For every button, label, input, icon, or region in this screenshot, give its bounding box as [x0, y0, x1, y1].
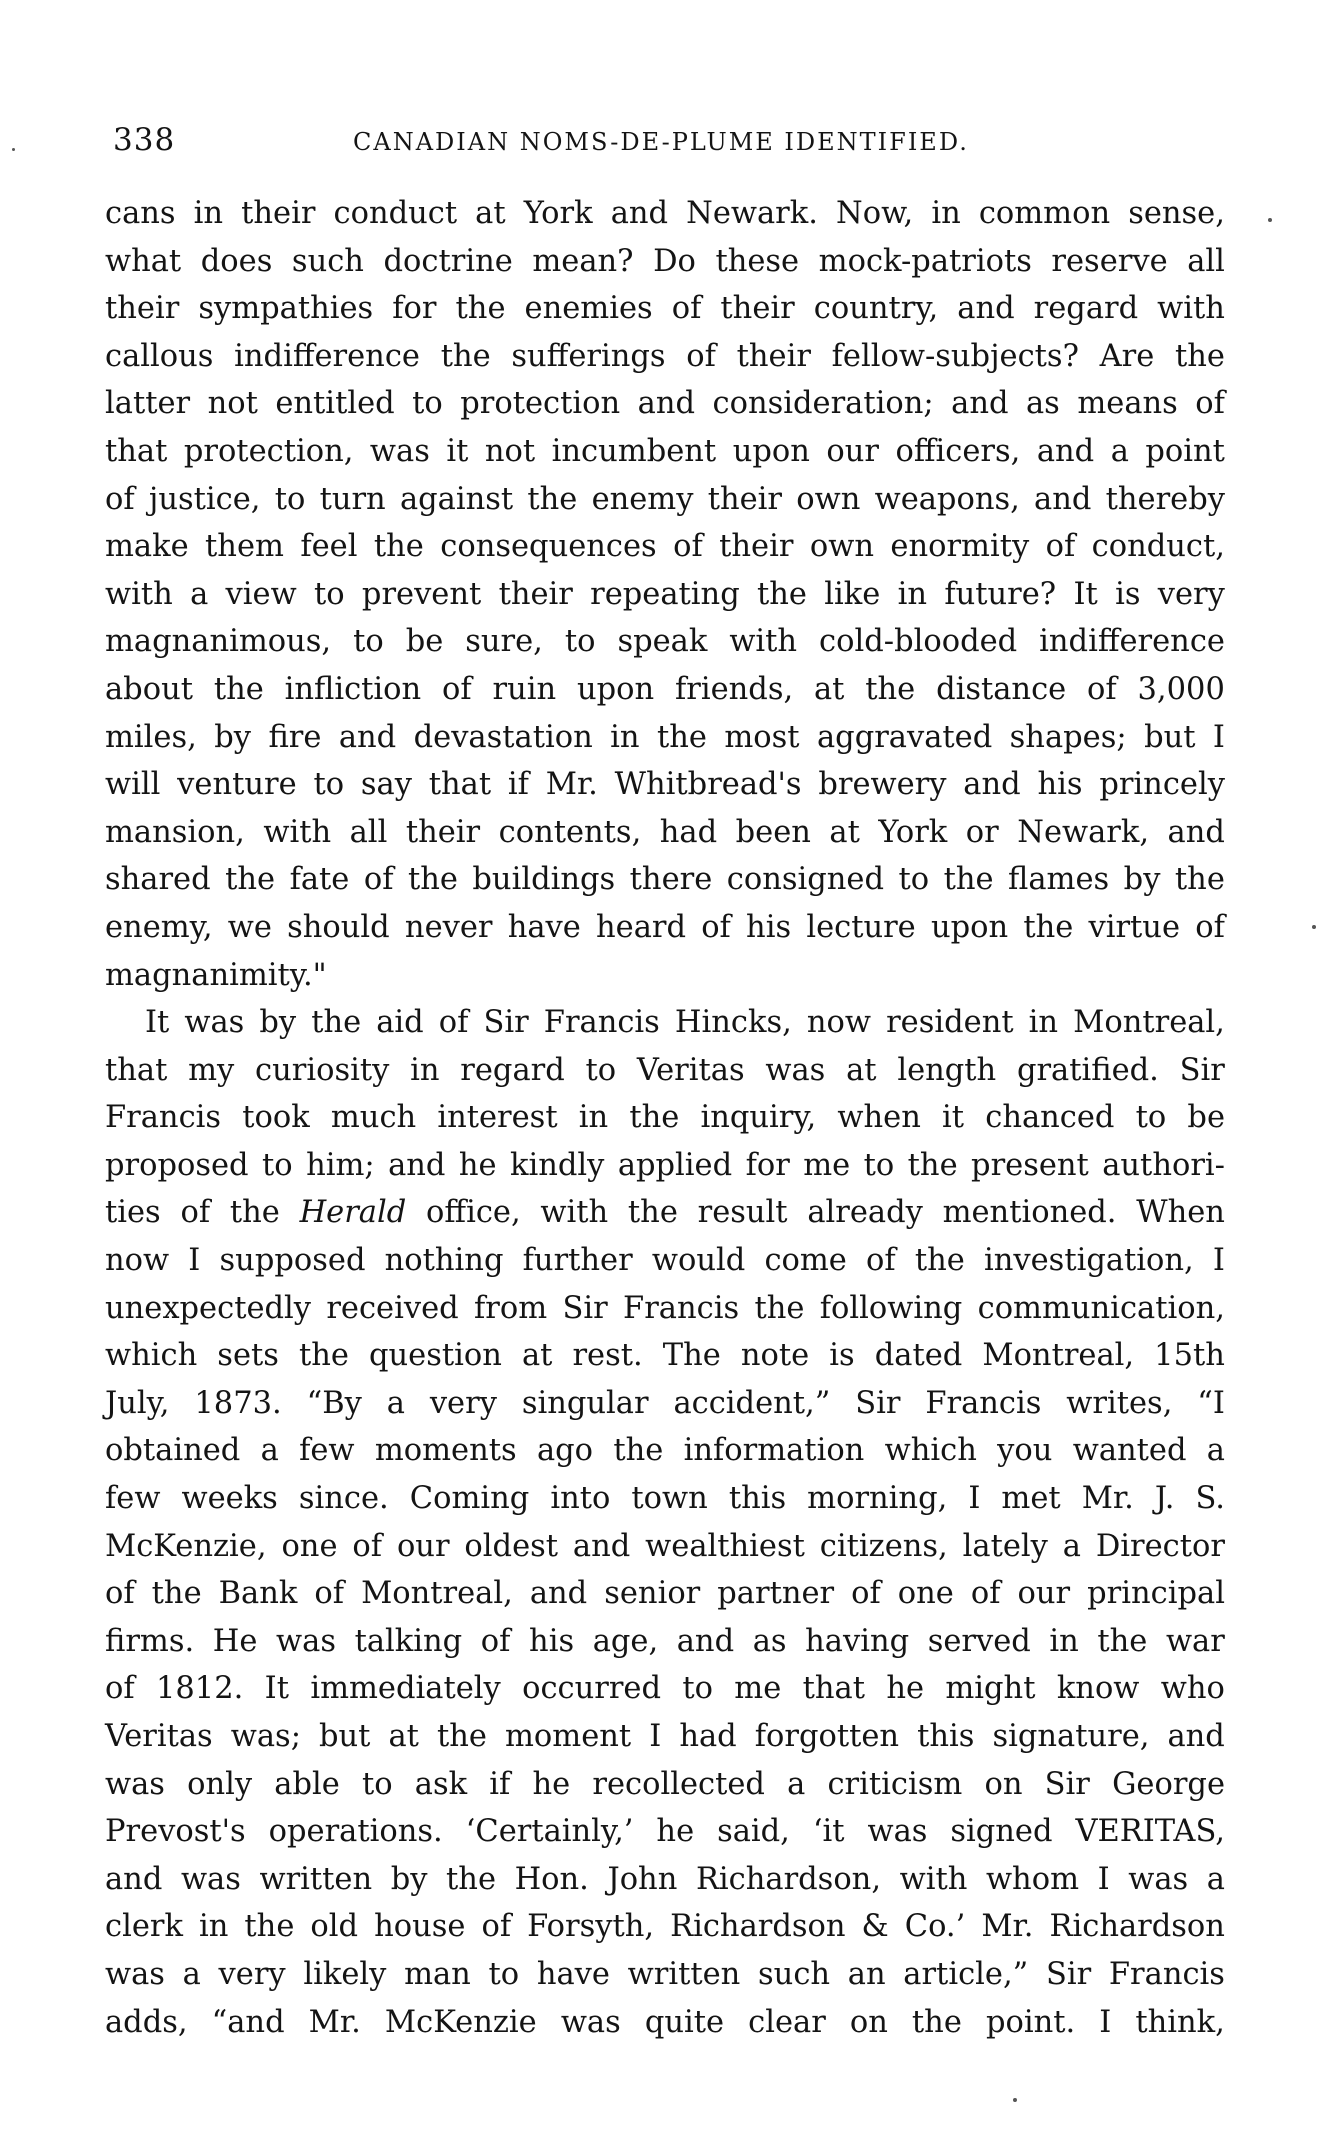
print-speck: [12, 148, 15, 151]
text-line: firms. He was talking of his age, and as having served in the war: [105, 1623, 1225, 1659]
text-line: make them feel the consequences of their own enormity of conduct,: [105, 529, 1225, 565]
text-line: obtained a few moments ago the information which you wanted a: [105, 1433, 1225, 1469]
body-text: [105, 190, 1225, 2046]
text-line: clerk in the old house of Forsyth, Richardson & Co.’ Mr. Richardson: [105, 1909, 1225, 1945]
text-line: magnanimity.": [105, 957, 327, 993]
page-number: 338: [113, 122, 176, 158]
text-line: that my curiosity in regard to Veritas was at length gratified. Sir: [105, 1052, 1225, 1088]
text-line: adds, “and Mr. McKenzie was quite clear on the point. I think,: [105, 2004, 1225, 2040]
text-line: mansion, with all their contents, had been at York or Newark, and: [105, 814, 1225, 850]
text-line: with a view to prevent their repeating the like in future? It is very: [105, 576, 1225, 612]
text-line: their sympathies for the enemies of their country, and regard with: [105, 291, 1225, 327]
text-line: July, 1873. “By a very singular accident,” Sir Francis writes, “I: [105, 1385, 1225, 1421]
running-head: [105, 112, 1225, 172]
text-line: about the infliction of ruin upon friends, at the distance of 3,000: [105, 671, 1225, 707]
text-line: proposed to him; and he kindly applied for me to the present authori-: [105, 1147, 1225, 1183]
text-line: enemy, we should never have heard of his lecture upon the virtue of: [105, 909, 1225, 945]
text-line: Veritas was; but at the moment I had forgotten this signature, and: [105, 1719, 1225, 1754]
text-line: that protection, was it not incumbent upon our officers, and a point: [105, 433, 1225, 469]
book-page: [105, 112, 1225, 2046]
print-speck: [1268, 218, 1272, 222]
text-line: now I supposed nothing further would come of the investigation, I: [105, 1243, 1225, 1279]
text-line: unexpectedly received from Sir Francis the following communication,: [105, 1290, 1225, 1326]
text-line: was a very likely man to have written such an article,” Sir Francis: [105, 1956, 1225, 1992]
text-line: which sets the question at rest. The note is dated Montreal, 15th: [105, 1338, 1225, 1374]
text-line: and was written by the Hon. John Richardson, with whom I was a: [105, 1861, 1225, 1897]
text-line: what does such doctrine mean? Do these mock-patriots reserve all: [105, 243, 1225, 279]
text-line: will venture to say that if Mr. Whitbread's brewery and his princely: [105, 767, 1225, 803]
text-line: of justice, to turn against the enemy their own weapons, and thereby: [105, 481, 1225, 517]
text-line: latter not entitled to protection and consideration; and as means of: [105, 386, 1225, 422]
print-speck: [1013, 2098, 1017, 2102]
text-line: few weeks since. Coming into town this morning, I met Mr. J. S.: [105, 1481, 1225, 1517]
text-line: Prevost's operations. ‘Certainly,’ he said, ‘it was signed VERITAS,: [105, 1814, 1225, 1850]
running-title: CANADIAN NOMS-DE-PLUME IDENTIFIED.: [353, 128, 969, 156]
text-line: shared the fate of the buildings there consigned to the flames by the: [105, 862, 1225, 898]
text-line: Francis took much interest in the inquiry, when it chanced to be: [105, 1100, 1225, 1136]
text-line: ties of the Herald office, with the result already mentioned. When: [105, 1195, 1225, 1231]
text-line: callous indifference the sufferings of their fellow-subjects? Are the: [105, 338, 1225, 374]
text-line: McKenzie, one of our oldest and wealthiest citizens, lately a Director: [105, 1528, 1225, 1564]
text-line: of the Bank of Montreal, and senior partner of one of our principal: [105, 1576, 1225, 1612]
text-line: was only able to ask if he recollected a criticism on Sir George: [105, 1766, 1225, 1802]
text-line: of 1812. It immediately occurred to me that he might know who: [105, 1671, 1225, 1707]
print-speck: [1312, 925, 1316, 929]
text-line: cans in their conduct at York and Newark. Now, in common sense,: [105, 196, 1225, 231]
text-line: It was by the aid of Sir Francis Hincks, now resident in Montreal,: [145, 1005, 1225, 1041]
text-line: miles, by fire and devastation in the most aggravated shapes; but I: [105, 719, 1225, 755]
text-line: magnanimous, to be sure, to speak with cold-blooded indifference: [105, 624, 1225, 660]
